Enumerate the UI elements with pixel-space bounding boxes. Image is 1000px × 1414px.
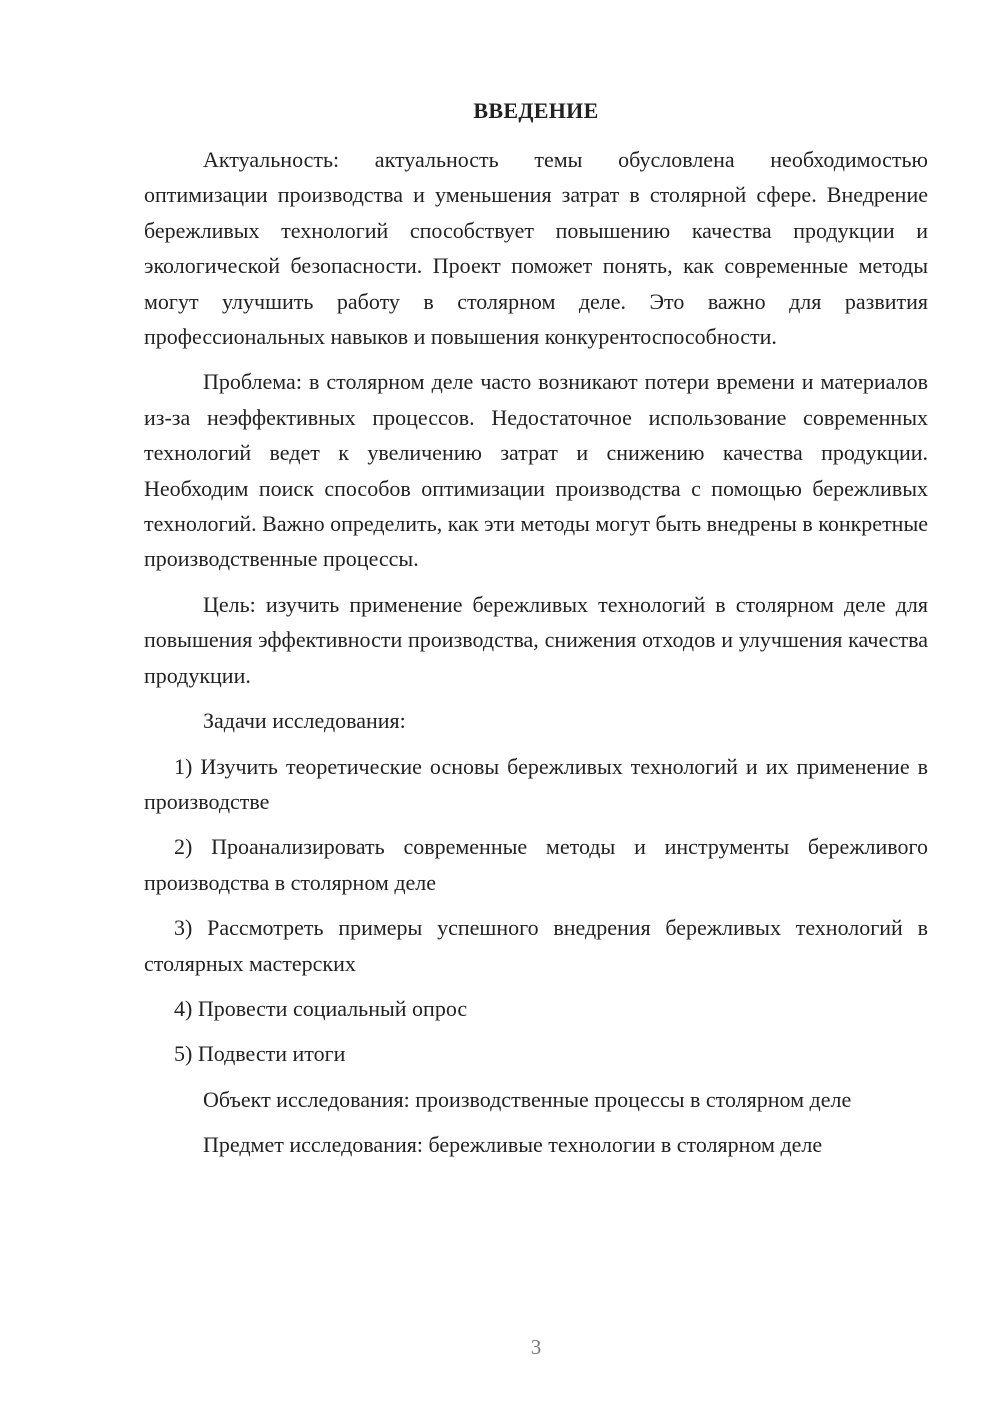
task-item: 2) Проанализировать современные методы и инструменты бережливого производства в столярном деле <box>144 834 928 895</box>
goal-paragraph: Цель: изучить применение бережливых технологий в столярном деле для повышения эффективности производства, снижения отходов и улучшения качества продукции. <box>144 591 928 688</box>
object-paragraph: Объект исследования: производственные процессы в столярном деле <box>203 1086 852 1112</box>
task-item: 4) Провести социальный опрос <box>174 995 468 1021</box>
page-number: 3 <box>530 1335 542 1359</box>
document-page <box>144 0 928 1414</box>
page-title: ВВЕДЕНИЕ <box>473 98 599 123</box>
tasks-heading: Задачи исследования: <box>203 708 406 734</box>
subject-paragraph: Предмет исследования: бережливые технологии в столярном деле <box>203 1132 823 1158</box>
document-body <box>144 142 928 1163</box>
task-item: 3) Рассмотреть примеры успешного внедрения бережливых технологий в столярных мастерских <box>144 915 928 976</box>
task-item: 5) Подвести итоги <box>174 1041 346 1067</box>
task-item: 1) Изучить теоретические основы бережливых технологий и их применение в производстве <box>144 753 928 814</box>
relevance-paragraph: Актуальность: актуальность темы обусловлена необходимостью оптимизации производства и уменьшения затрат в столярной сфере. Внедрение бережливых технологий способствует повышению качества продукции и экологической безопасности. Проект поможет понять, как современные методы могут улучшить работу в столярном деле. Это важно для развития профессиональных навыков и повышения конкурентоспособности. <box>144 147 928 350</box>
problem-paragraph: Проблема: в столярном деле часто возникают потери времени и материалов из-за неэффективных процессов. Недостаточное использование современных технологий ведет к увеличению затрат и снижению качества продукции. Необходим поиск способов оптимизации производства с помощью бережливых технологий. Важно определить, как эти методы могут быть внедрены в конкретные производственные процессы. <box>144 369 928 572</box>
